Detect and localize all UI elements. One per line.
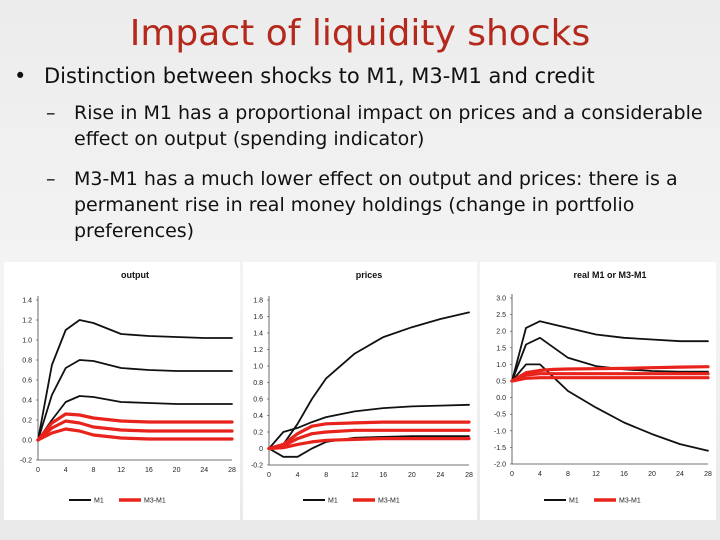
y-tick-label: -1.0 bbox=[493, 428, 506, 436]
y-tick-label: 1.8 bbox=[253, 297, 263, 305]
x-tick-label: 0 bbox=[510, 471, 514, 478]
chart-svg-real-money bbox=[480, 262, 716, 520]
y-tick-label: 3.0 bbox=[496, 295, 506, 303]
y-tick-label: 0.4 bbox=[22, 397, 32, 405]
legend-label: M3-M1 bbox=[144, 497, 166, 505]
x-tick-label: 8 bbox=[324, 472, 329, 479]
x-tick-label: 24 bbox=[676, 471, 684, 478]
y-tick-label: 0.6 bbox=[22, 377, 32, 385]
x-tick-label: 16 bbox=[379, 472, 388, 479]
legend-label: M1 bbox=[94, 497, 104, 505]
x-tick-label: 16 bbox=[144, 467, 153, 474]
x-tick-label: 12 bbox=[117, 467, 126, 474]
y-tick-label: 1.0 bbox=[253, 363, 263, 371]
y-tick-label: 0.0 bbox=[22, 437, 32, 445]
y-tick-label: -0.2 bbox=[250, 462, 263, 470]
x-tick-label: 20 bbox=[648, 471, 656, 478]
x-tick-label: 28 bbox=[465, 472, 473, 479]
slide-title: Impact of liquidity shocks bbox=[129, 13, 591, 54]
sub-bullet-text: Rise in M1 has a proportional impact on prices and a considerable effect on output (spending indicator) bbox=[74, 102, 703, 150]
sub-bullet-marker: – bbox=[46, 168, 56, 190]
chart-svg-prices bbox=[243, 262, 477, 520]
x-tick-label: 8 bbox=[566, 471, 570, 478]
legend-label: M3-M1 bbox=[619, 497, 641, 505]
y-tick-label: 0.8 bbox=[22, 357, 32, 365]
y-tick-label: 0.2 bbox=[22, 417, 32, 425]
y-tick-label: 0.2 bbox=[253, 429, 263, 437]
y-tick-label: 0.5 bbox=[496, 378, 506, 386]
y-tick-label: 1.0 bbox=[22, 337, 32, 345]
y-tick-label: 1.6 bbox=[253, 314, 263, 321]
x-tick-label: 24 bbox=[436, 472, 445, 479]
chart-output bbox=[4, 262, 240, 520]
y-tick-label: 1.0 bbox=[496, 361, 506, 369]
y-tick-label: 0.0 bbox=[496, 395, 506, 403]
x-tick-label: 24 bbox=[200, 467, 209, 474]
x-tick-label: 12 bbox=[350, 472, 359, 479]
y-tick-label: 1.2 bbox=[253, 347, 263, 354]
y-tick-label: 0.4 bbox=[253, 413, 263, 420]
sub-bullet-text: M3-M1 has a much lower effect on output and prices: there is a permanent rise in real money holdings (change in portfolio preferences) bbox=[74, 168, 678, 242]
x-tick-label: 12 bbox=[592, 471, 600, 478]
x-tick-label: 4 bbox=[538, 471, 542, 478]
legend-label: M1 bbox=[569, 497, 579, 505]
main-bullet-text: Distinction between shocks to M1, M3-M1 and credit bbox=[44, 64, 595, 88]
legend-label: M1 bbox=[328, 497, 338, 505]
chart-title: prices bbox=[355, 270, 383, 280]
y-tick-label: 2.0 bbox=[496, 328, 506, 336]
chart-title: real M1 or M3-M1 bbox=[573, 270, 647, 280]
y-tick-label: -0.5 bbox=[493, 411, 506, 419]
y-tick-label: 1.4 bbox=[253, 330, 263, 338]
x-tick-label: 16 bbox=[620, 471, 628, 478]
chart-prices bbox=[243, 262, 477, 520]
y-tick-label: 1.2 bbox=[22, 317, 32, 325]
bullet-marker: • bbox=[14, 64, 27, 88]
y-tick-label: 0.8 bbox=[253, 380, 263, 387]
series-line-m3-m1 bbox=[38, 414, 232, 440]
x-tick-label: 0 bbox=[36, 467, 40, 474]
y-tick-label: -0.2 bbox=[19, 457, 32, 465]
y-tick-label: -2.0 bbox=[493, 461, 506, 469]
y-tick-label: 0 bbox=[259, 446, 263, 453]
x-tick-label: 8 bbox=[91, 467, 96, 474]
y-tick-label: 0.6 bbox=[253, 396, 263, 404]
series-line-m1 bbox=[38, 396, 232, 440]
x-tick-label: 4 bbox=[63, 467, 68, 474]
x-tick-label: 20 bbox=[407, 472, 416, 479]
x-tick-label: 28 bbox=[228, 467, 236, 474]
y-tick-label: -1.5 bbox=[493, 444, 506, 452]
x-tick-label: 0 bbox=[267, 472, 271, 479]
chart-real-money bbox=[480, 262, 716, 520]
y-tick-label: 1.5 bbox=[496, 345, 506, 353]
chart-svg-output bbox=[4, 262, 240, 520]
x-tick-label: 20 bbox=[172, 467, 181, 474]
chart-title: output bbox=[121, 270, 149, 280]
series-line-m3-m1 bbox=[512, 378, 708, 381]
x-tick-label: 28 bbox=[704, 471, 712, 478]
legend-label: M3-M1 bbox=[378, 497, 400, 505]
y-tick-label: 2.5 bbox=[496, 312, 506, 320]
y-tick-label: 1.4 bbox=[22, 297, 32, 305]
x-tick-label: 4 bbox=[295, 472, 300, 479]
series-line-m1 bbox=[269, 405, 469, 449]
sub-bullet-marker: – bbox=[46, 102, 56, 124]
series-line-m3-m1 bbox=[269, 439, 469, 449]
